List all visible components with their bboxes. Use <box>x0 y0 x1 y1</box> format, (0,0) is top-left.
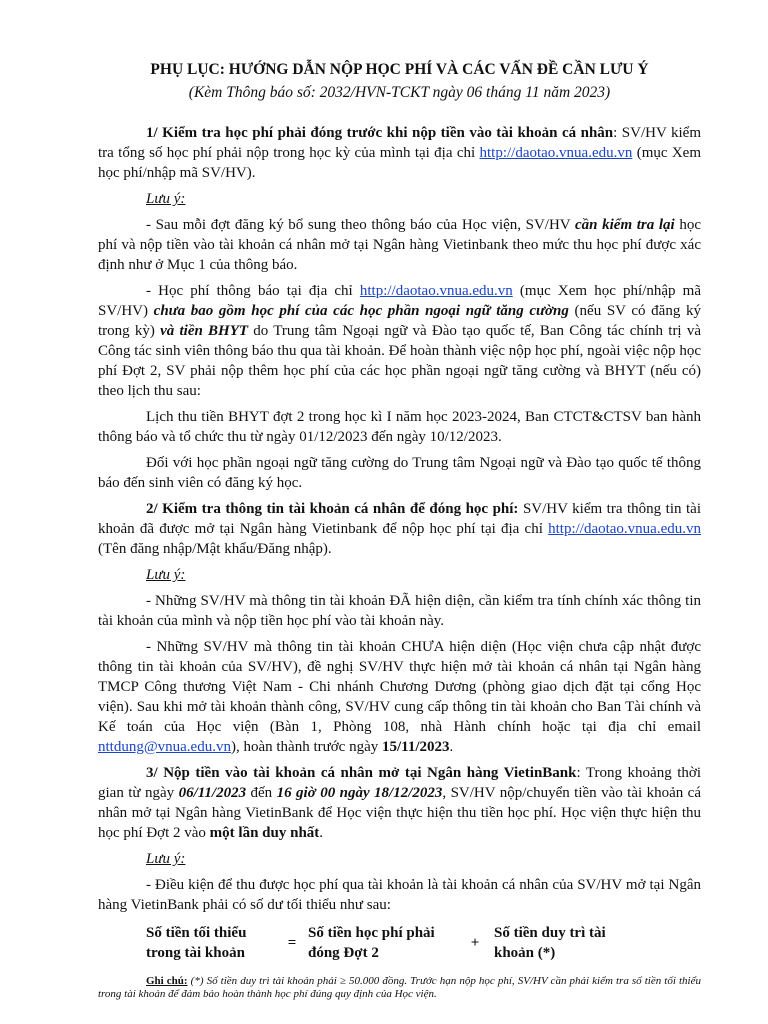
footnote: Ghi chú: (*) Số tiền duy trì tài khoản phải ≥ 50.000 đồng. Trước hạn nộp học phí, SV/HV cần phải kiểm tra số tiền tối thiểu trong tài khoản để đảm bảo hoàn thành học phí đúng quy định của Học viện. <box>98 975 701 1000</box>
daotao-link[interactable]: http://daotao.vnua.edu.vn <box>359 283 513 299</box>
section-2-paragraph: - Những SV/HV mà thông tin tài khoản ĐÃ hiện diện, cần kiểm tra tính chính xác thông tin tài khoản của mình và nộp tiền học phí vào tài khoản này. <box>98 593 701 629</box>
daotao-link[interactable]: http://daotao.vnua.edu.vn <box>548 521 701 537</box>
formula-term-minimum: Số tiền tối thiểu trong tài khoản <box>146 925 247 961</box>
note-label: Lưu ý: <box>146 851 186 867</box>
section-3-heading: 3/ Nộp tiền vào tài khoản cá nhân mở tại Ngân hàng VietinBank <box>146 765 577 781</box>
formula-plus: + <box>470 935 480 951</box>
formula-term-tuition: Số tiền học phí phải đóng Đợt 2 <box>308 925 435 961</box>
balance-formula <box>146 923 701 963</box>
section-2-paragraph: - Những SV/HV mà thông tin tài khoản CHƯA hiện diện (Học viện chưa cập nhật được thông tin tài khoản của SV/HV), đề nghị SV/HV thực hiện mở tài khoản cá nhân tại Ngân hàng TMCP Công thương Việt Nam - Chi nhánh Chương Dương (phòng giao dịch đặt tại cổng Học viện). Sau khi mở tài khoản thành công, SV/HV cung cấp thông tin tài khoản cho Ban Tài chính và Kế toán của Học viện (Bàn 1, Phòng 108, nhà Hành chính hoặc tại địa chỉ email nttdung@vnua.edu.vn), hoàn thành trước ngày 15/11/2023. <box>98 639 701 755</box>
section-2-intro: 2/ Kiểm tra thông tin tài khoản cá nhân để đóng học phí: SV/HV kiểm tra thông tin tài khoản đã được mở tại Ngân hàng Vietinbank để nộp học phí tại địa chỉ http://daotao.vnua.edu.vn (Tên đăng nhập/Mật khẩu/Đăng nhập). <box>98 501 701 557</box>
note-label: Lưu ý: <box>146 567 186 583</box>
email-link[interactable]: nttdung@vnua.edu.vn <box>98 739 231 755</box>
section-1-paragraph: Đối với học phần ngoại ngữ tăng cường do Trung tâm Ngoại ngữ và Đào tạo quốc tế thông báo đến sinh viên có đăng ký học. <box>98 455 701 491</box>
section-3-paragraph: - Điều kiện để thu được học phí qua tài khoản là tài khoản cá nhân của SV/HV mở tại Ngân hàng VietinBank phải có số dư tối thiểu như sau: <box>98 877 701 913</box>
section-1-intro: 1/ Kiểm tra học phí phải đóng trước khi nộp tiền vào tài khoản cá nhân: SV/HV kiểm tra tổng số học phí phải nộp trong học kỳ của mình tại địa chỉ http://daotao.vnua.edu.vn (mục Xem học phí/nhập mã SV/HV). <box>98 125 702 181</box>
section-1-paragraph: - Học phí thông báo tại địa chỉ http://daotao.vnua.edu.vn (mục Xem học phí/nhập mã SV/HV) chưa bao gồm học phí của các học phần ngoại ngữ tăng cường (nếu SV có đăng ký trong kỳ) và tiền BHYT do Trung tâm Ngoại ngữ và Đào tạo quốc tế, Ban Công tác chính trị và Công tác sinh viên thông báo thu qua tài khoản. Để hoàn thành việc nộp học phí, ngoài việc nộp học phí Đợt 2, SV phải nộp thêm học phí của các học phần ngoại ngữ tăng cường và BHYT (nếu có) theo lịch thu sau: <box>98 283 701 399</box>
section-1-heading: 1/ Kiểm tra học phí phải đóng trước khi nộp tiền vào tài khoản cá nhân <box>146 125 614 141</box>
document-subtitle: (Kèm Thông báo số: 2032/HVN-TCKT ngày 06 tháng 11 năm 2023) <box>188 84 611 101</box>
daotao-link[interactable]: http://daotao.vnua.edu.vn <box>479 145 633 161</box>
section-2-heading: 2/ Kiểm tra thông tin tài khoản cá nhân để đóng học phí: <box>146 501 519 517</box>
section-1-paragraph: Lịch thu tiền BHYT đợt 2 trong học kì I năm học 2023-2024, Ban CTCT&CTSV ban hành thông báo và tổ chức thu từ ngày 01/12/2023 đến ngày 10/12/2023. <box>98 409 701 445</box>
formula-equals: = <box>287 935 297 951</box>
document-page <box>98 54 701 1001</box>
document-title: PHỤ LỤC: HƯỚNG DẪN NỘP HỌC PHÍ VÀ CÁC VẤN ĐỀ CẦN LƯU Ý <box>150 61 649 78</box>
formula-term-maintenance: Số tiền duy trì tài khoản (*) <box>494 925 606 961</box>
section-1-paragraph: - Sau mỗi đợt đăng ký bổ sung theo thông báo của Học viện, SV/HV cần kiểm tra lại học phí và nộp tiền vào tài khoản cá nhân mở tại Ngân hàng Vietinbank theo mức thu học phí được xác định như ở Mục 1 của thông báo. <box>98 217 701 273</box>
note-label: Lưu ý: <box>146 191 186 207</box>
section-3-intro: 3/ Nộp tiền vào tài khoản cá nhân mở tại Ngân hàng VietinBank: Trong khoảng thời gian từ ngày 06/11/2023 đến 16 giờ 00 ngày 18/12/2023, SV/HV nộp/chuyển tiền vào tài khoản cá nhân mở tại Ngân hàng VietinBank để Học viện thực hiện thu tiền học phí. Học viện thực hiện thu học phí Đợt 2 vào một lần duy nhất. <box>98 765 701 841</box>
footnote-label: Ghi chú: <box>146 975 188 987</box>
